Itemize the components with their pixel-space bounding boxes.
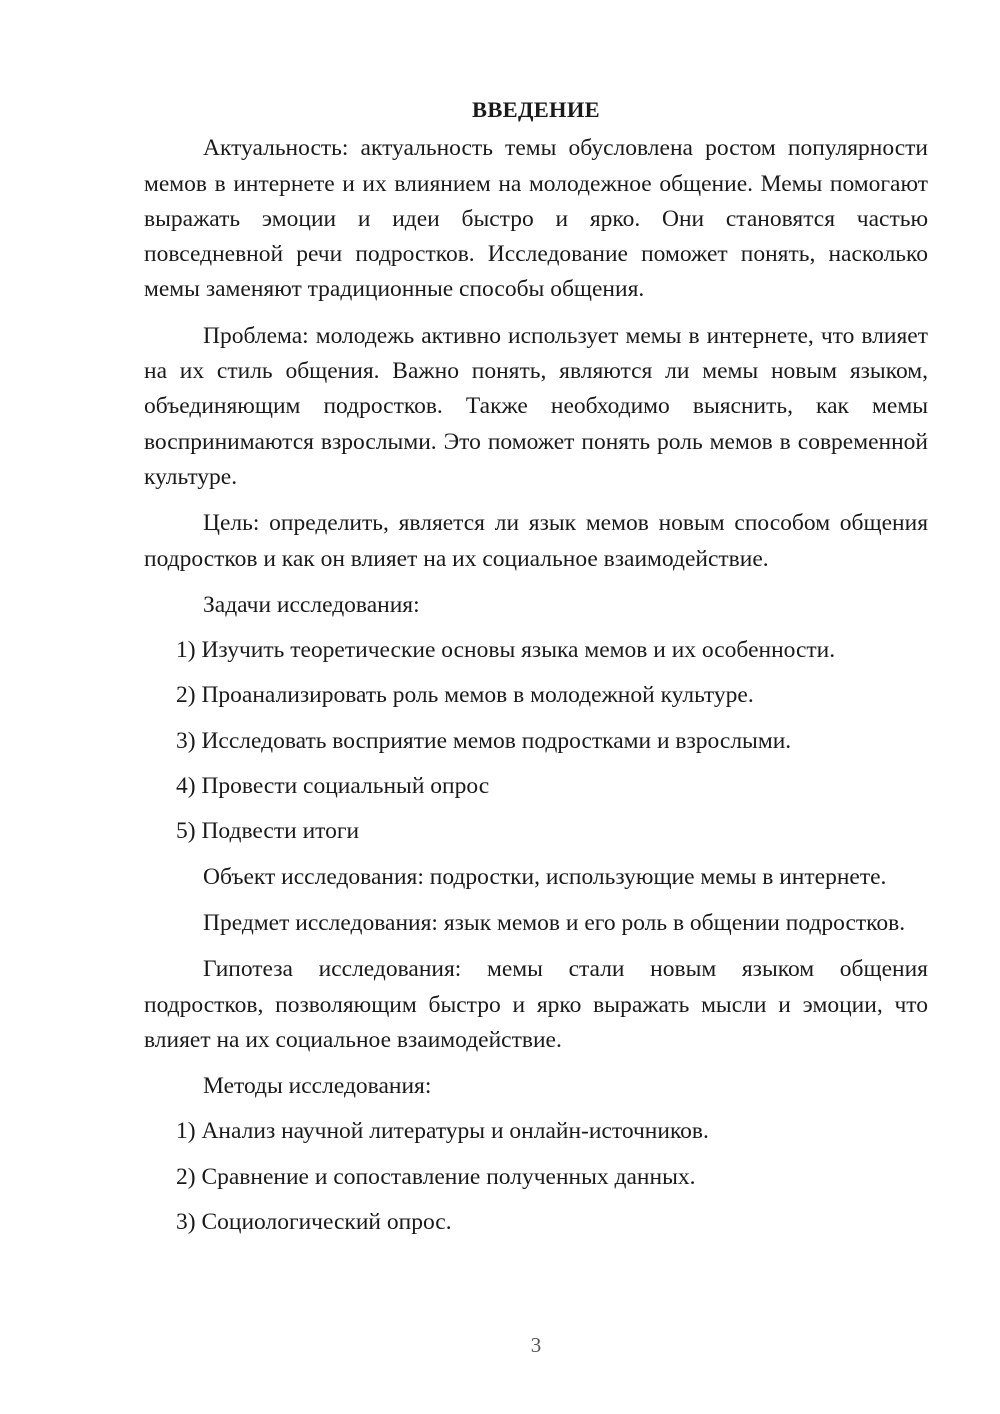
- goal-paragraph: Цель: определить, является ли язык мемов новым способом общения подростков и как он влияет на их социальное взаимодействие.: [144, 510, 928, 572]
- task-item: 5) Подвести итоги: [176, 818, 360, 845]
- method-item: 2) Сравнение и сопоставление полученных данных.: [176, 1163, 696, 1190]
- page-number: 3: [530, 1333, 542, 1357]
- page-body: [144, 92, 928, 1250]
- hypothesis-paragraph: Гипотеза исследования: мемы стали новым языком общения подростков, позволяющим быстро и ярко выражать мысли и эмоции, что влияет на их социальное взаимодействие.: [144, 956, 928, 1053]
- tasks-list: [144, 633, 928, 849]
- task-item: 3) Исследовать восприятие мемов подростками и взрослыми.: [176, 727, 792, 754]
- page-title: ВВЕДЕНИЕ: [472, 97, 600, 122]
- relevance-paragraph: Актуальность: актуальность темы обусловлена ростом популярности мемов в интернете и их влиянием на молодежное общение. Мемы помогают выражать эмоции и идеи быстро и ярко. Они становятся частью повседневной речи подростков. Исследование поможет понять, насколько мемы заменяют традиционные способы общения.: [144, 135, 928, 303]
- task-item: 1) Изучить теоретические основы языка мемов и их особенности.: [176, 637, 836, 664]
- task-item: 2) Проанализировать роль мемов в молодежной культуре.: [176, 682, 754, 709]
- problem-paragraph: Проблема: молодежь активно использует мемы в интернете, что влияет на их стиль общения. Важно понять, являются ли мемы новым языком, объединяющим подростков. Также необходимо выяснить, как мемы воспринимаются взрослыми. Это поможет понять роль мемов в современной культуре.: [144, 322, 928, 490]
- methods-heading: Методы исследования:: [203, 1073, 432, 1100]
- subject-paragraph: Предмет исследования: язык мемов и его роль в общении подростков.: [203, 909, 906, 936]
- tasks-heading: Задачи исследования:: [203, 591, 420, 618]
- method-item: 1) Анализ научной литературы и онлайн-источников.: [176, 1118, 709, 1145]
- task-item: 4) Провести социальный опрос: [176, 773, 490, 800]
- method-item: 3) Социологический опрос.: [176, 1209, 452, 1236]
- methods-list: [144, 1114, 928, 1240]
- object-paragraph: Объект исследования: подростки, использующие мемы в интернете.: [203, 863, 887, 890]
